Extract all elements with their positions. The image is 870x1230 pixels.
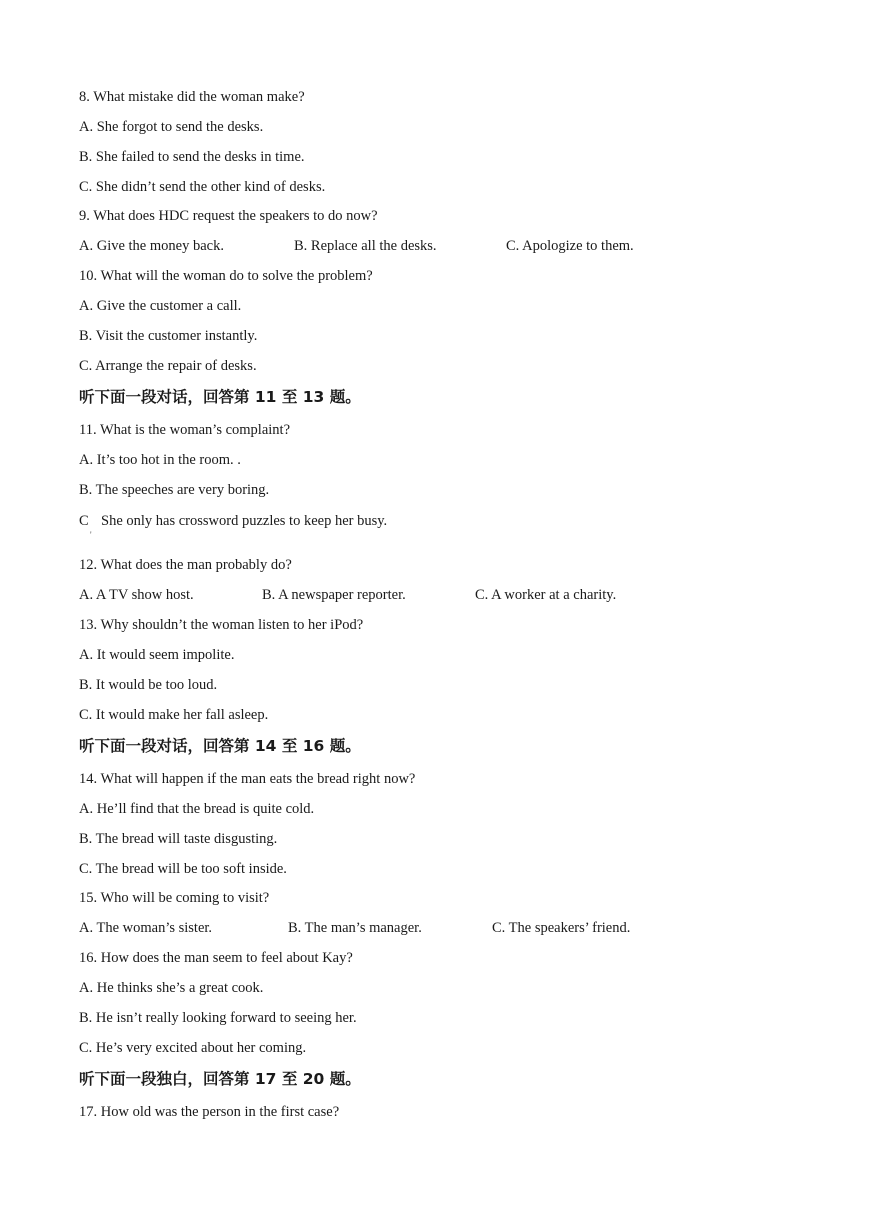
- q16-option-a: A. He thinks she’s a great cook.: [79, 980, 264, 996]
- question-17: 17. How old was the person in the first case?: [79, 1104, 340, 1120]
- q12-option-c: C. A worker at a charity.: [475, 587, 617, 603]
- section-heading-11-13: 听下面一段对话，回答第 11 至 13 题。: [79, 388, 361, 406]
- q8-option-a: A. She forgot to send the desks.: [79, 119, 264, 135]
- section-heading-14-16: 听下面一段对话，回答第 14 至 16 题。: [79, 737, 361, 755]
- q13-option-b: B. It would be too loud.: [79, 677, 218, 693]
- q9-option-c: C. Apologize to them.: [506, 238, 634, 254]
- q14-option-a: A. He’ll find that the bread is quite cold.: [79, 801, 315, 817]
- question-12: 12. What does the man probably do?: [79, 557, 292, 573]
- q12-option-b: B. A newspaper reporter.: [262, 587, 406, 603]
- q10-option-c: C. Arrange the repair of desks.: [79, 358, 257, 374]
- question-13: 13. Why shouldn’t the woman listen to her iPod?: [79, 617, 364, 633]
- section-heading-17-20: 听下面一段独白，回答第 17 至 20 题。: [79, 1070, 361, 1088]
- question-9: 9. What does HDC request the speakers to do now?: [79, 208, 378, 224]
- q9-option-b: B. Replace all the desks.: [294, 238, 437, 254]
- q11-option-b: B. The speeches are very boring.: [79, 482, 270, 498]
- q15-option-a: A. The woman’s sister.: [79, 920, 213, 936]
- stray-mark: ': [90, 530, 92, 540]
- q10-option-b: B. Visit the customer instantly.: [79, 328, 258, 344]
- q16-option-c: C. He’s very excited about her coming.: [79, 1040, 307, 1056]
- q14-option-c: C. The bread will be too soft inside.: [79, 861, 287, 877]
- question-16: 16. How does the man seem to feel about Kay?: [79, 950, 353, 966]
- q8-option-b: B. She failed to send the desks in time.: [79, 149, 305, 165]
- q15-option-c: C. The speakers’ friend.: [492, 920, 631, 936]
- question-14: 14. What will happen if the man eats the bread right now?: [79, 771, 416, 787]
- q16-option-b: B. He isn’t really looking forward to seeing her.: [79, 1010, 357, 1026]
- question-8: 8. What mistake did the woman make?: [79, 89, 305, 105]
- q8-option-c: C. She didn’t send the other kind of desks.: [79, 179, 326, 195]
- q11-option-c-letter: C: [79, 513, 89, 529]
- question-11: 11. What is the woman’s complaint?: [79, 422, 291, 438]
- q11-option-a: A. It’s too hot in the room. .: [79, 452, 241, 468]
- q9-option-a: A. Give the money back.: [79, 238, 224, 254]
- q12-option-a: A. A TV show host.: [79, 587, 194, 603]
- q13-option-c: C. It would make her fall asleep.: [79, 707, 269, 723]
- q13-option-a: A. It would seem impolite.: [79, 647, 235, 663]
- question-10: 10. What will the woman do to solve the problem?: [79, 268, 373, 284]
- q11-option-c: She only has crossword puzzles to keep her busy.: [101, 513, 388, 529]
- question-15: 15. Who will be coming to visit?: [79, 890, 270, 906]
- q15-option-b: B. The man’s manager.: [288, 920, 422, 936]
- q14-option-b: B. The bread will taste disgusting.: [79, 831, 278, 847]
- q10-option-a: A. Give the customer a call.: [79, 298, 242, 314]
